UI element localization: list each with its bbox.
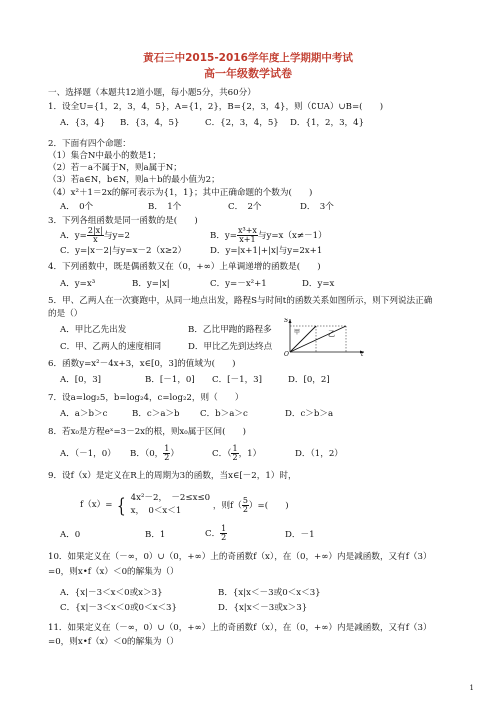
q3-option-a — [60, 227, 130, 244]
q7-option-c: C．b＞a＞c — [200, 409, 248, 419]
q7-option-b: B．c＞a＞b — [132, 409, 180, 419]
q9-tail-suffix: ）=( ) — [248, 500, 289, 511]
q4-option-a: A．y=x³ — [60, 279, 96, 289]
exam-subtitle: 高一年级数学试卷 — [204, 67, 292, 80]
q2-option-c: C． 2个 — [228, 202, 262, 212]
section-heading: 一、选择题（本题共12道小题，每小题5分，共60分） — [48, 88, 256, 98]
q9-c-numerator: 1 — [221, 524, 227, 533]
q3-a-fraction — [87, 227, 104, 244]
q6-option-a: A．[0，3] — [60, 375, 102, 385]
q1-option-b: B．{3，4，5} — [120, 118, 180, 128]
q11-stem-cont: =0，则x•f（x）＜0的解集为（） — [48, 637, 179, 647]
q8-b-prefix: B．（0， — [130, 449, 164, 459]
q9-option-b: B．1 — [145, 530, 166, 540]
q8-b-numerator: 1 — [164, 444, 170, 453]
q3-a-prefix: A．y= — [60, 231, 87, 241]
q2-option-d: D． 3个 — [300, 202, 334, 212]
q9-tail-denominator: 2 — [242, 504, 248, 514]
q6-option-d: D．[0，2] — [288, 375, 330, 385]
q2-statement-4: （4）x²＋1＝2x的解可表示为{1，1}；其中正确命题的个数为( ) — [48, 188, 313, 198]
q10-option-c: C．{x|－3＜x＜0或0＜x＜3} — [60, 603, 177, 613]
q8-option-b — [130, 445, 179, 462]
q8-stem: 8．若x₀是方程eˣ=3－2x的根，则x₀属于区间( ) — [48, 427, 246, 437]
q3-b-numerator: x³+x — [237, 226, 257, 235]
q5-stem-cont: 的是（） — [48, 309, 83, 319]
q8-c-prefix: C．（ — [212, 449, 232, 459]
q6-option-b: B．[－1，0] — [145, 375, 195, 385]
q5-option-d: D．甲比乙先到达终点 — [188, 342, 273, 352]
q3-b-suffix: 与y=x（x≠－1） — [257, 231, 327, 241]
q5-option-c: C．甲、乙两人的速度相同 — [60, 342, 162, 352]
q3-b-fraction — [237, 227, 258, 244]
q9-option-a: A．0 — [60, 530, 81, 540]
q3-b-denominator: x+1 — [239, 235, 256, 244]
q8-option-a: A．（－1，0） — [60, 449, 116, 459]
q5-stem: 5．甲、乙两人在一次赛跑中，从同一地点出发，路程S与时间t的函数关系如图所示，则下列说法正确 — [48, 296, 433, 306]
q5-option-b: B．乙比甲跑的路程多 — [188, 325, 272, 335]
q9-cases — [131, 492, 211, 518]
q8-option-d: D．（1，2） — [295, 449, 343, 459]
q9-stem: 9．设f（x）是定义在R上的周期为3的函数，当x∈[－2，1）时， — [48, 471, 297, 481]
q10-option-d: D．{x|x＜－3或x＞3} — [218, 603, 308, 613]
q2-statement-2: （2）若－a不属于N，则a属于N； — [48, 163, 182, 173]
q3-option-d: D．y=|x+1|+|x|与y=2x+1 — [210, 246, 323, 256]
graph-t-label: t — [361, 351, 364, 356]
q2-option-a: A． 0个 — [60, 202, 94, 212]
q4-option-d: D．y=x — [302, 279, 335, 289]
q2-stem: 2．下面有四个命题： — [48, 139, 131, 149]
q9-c-fraction — [220, 525, 227, 542]
q9-f-label: f（x）= — [80, 499, 113, 510]
q8-c-numerator: 1 — [232, 444, 238, 453]
q1-option-c: C．{2，3，4，5} — [205, 118, 279, 128]
q2-statement-1: （1）集合N中最小的数是1； — [48, 151, 161, 161]
q3-option-b — [210, 227, 327, 244]
q3-stem: 3．下列各组函数是同一函数的是( ) — [48, 216, 198, 226]
q9-tail-fraction — [242, 497, 249, 514]
q3-a-suffix: 与y=2 — [103, 231, 130, 241]
q9-case-1: 4x²－2， －2≤x≤0 — [130, 493, 211, 503]
q9-tail — [213, 497, 289, 514]
q7-option-a: A．a＞b＞c — [60, 409, 108, 419]
q3-a-numerator: 2|x| — [87, 226, 103, 235]
q8-c-fraction — [231, 445, 238, 462]
q7-stem: 7．设a=log₂5，b=log₂4，c=log₂2，则（ ） — [48, 393, 244, 403]
q10-option-b: B．{x|x＜－3或0＜x＜3} — [218, 588, 321, 598]
q8-option-c — [212, 445, 261, 462]
q9-tail-prefix: ，则f（ — [212, 500, 242, 511]
exam-title: 黄石三中2015-2016学年度上学期期中考试 — [143, 52, 353, 64]
q5-option-a: A．甲比乙先出发 — [60, 325, 127, 335]
q2-option-b: B． 1个 — [148, 202, 182, 212]
q9-piecewise — [80, 492, 289, 518]
q9-option-d: D．－1 — [285, 530, 315, 540]
q1-option-a: A．{3，4} — [60, 118, 106, 128]
q2-statement-3: （3）若a∈N，b∈N，则a＋b的最小值为2； — [48, 175, 220, 185]
q7-option-d: D．c＞b＞a — [285, 409, 334, 419]
q1-stem: 1．设全U={1，2，3，4，5}，A={1，2}，B={2，3，4}，则（∁UA）∪B=( ) — [48, 102, 384, 112]
q3-b-prefix: B．y= — [210, 231, 237, 241]
q1-option-d: D．{1，2，3，4} — [290, 118, 365, 128]
q8-b-denominator: 2 — [164, 453, 170, 462]
graph-yi-label: 乙 — [328, 330, 335, 338]
q9-brace: { — [117, 493, 126, 517]
q8-b-suffix: ） — [170, 449, 179, 459]
graph-origin-label: O — [284, 351, 289, 356]
q9-case-2: x， 0＜x＜1 — [130, 506, 182, 516]
q11-stem: 11．如果定义在（－∞，0）∪（0，+∞）上的奇函数f（x），在（0，+∞）内是减函数，又有f（3） — [48, 623, 432, 633]
q10-stem-cont: =0，则x•f（x）＜0的解集为（） — [48, 567, 179, 577]
q6-option-c: C．[－1，3] — [212, 375, 262, 385]
graph-jia-label: 甲 — [294, 329, 301, 336]
q6-stem: 6．函数y=x²－4x+3，x∈[0，3]的值域为( ) — [48, 359, 236, 369]
q8-c-denominator: 2 — [232, 453, 238, 462]
graph-s-label: S — [284, 318, 289, 324]
q5-distance-time-graph — [284, 318, 366, 356]
q4-option-b: B．y=|x| — [132, 279, 170, 289]
q9-c-denominator: 2 — [221, 533, 227, 542]
q10-option-a: A．{x|－3＜x＜0或x＞3} — [60, 588, 163, 598]
q9-c-prefix: C． — [205, 529, 221, 539]
page-number: 1 — [469, 684, 474, 692]
q3-option-c: C．y=|x－2|与y=x－2（x≥2） — [60, 246, 187, 256]
q8-c-suffix: ，1） — [238, 449, 262, 459]
q10-stem: 10．如果定义在（－∞，0）∪（0，+∞）上的奇函数f（x），在（0，+∞）内是减函数，又有f（3） — [48, 552, 432, 562]
q3-a-denominator: x — [93, 235, 98, 244]
q4-stem: 4．下列函数中，既是偶函数又在（0，+∞）上单调递增的函数是( ) — [48, 262, 321, 272]
q9-tail-numerator: 5 — [242, 495, 248, 505]
q4-option-c: C．y=－x²+1 — [210, 279, 267, 289]
q9-option-c — [205, 525, 227, 542]
